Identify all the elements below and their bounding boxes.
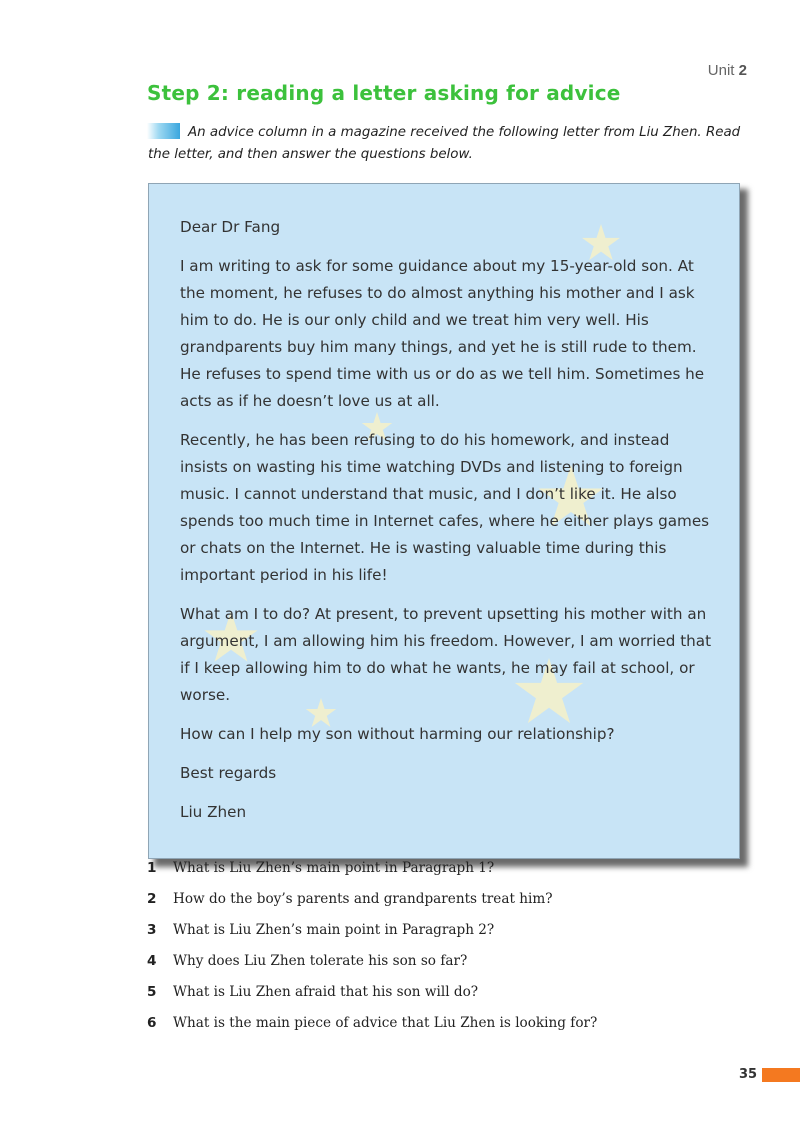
question-text: How do the boy’s parents and grandparents treat him?: [173, 891, 553, 907]
question-number: 6: [147, 1015, 157, 1031]
question-text: What is Liu Zhen’s main point in Paragraph 1?: [173, 860, 495, 876]
question-number: 1: [147, 860, 157, 876]
letter-paragraph: I am writing to ask for some guidance about my 15-year-old son. At the moment, he refuses to do almost anything his mother and I ask him to do. He is our only child and we treat him very well. His grandparents buy him many things, and yet he is still rude to them. He refuses to spend time with us or do as we tell him. Sometimes he acts as if he doesn’t love us at all.: [180, 257, 705, 410]
question-item: [147, 922, 494, 938]
letter-paragraph: Recently, he has been refusing to do his homework, and instead insists on wasting his time watching DVDs and listening to foreign music. I cannot understand that music, and I don’t like it. He also spends too much time in Internet cafes, where he either plays games or chats on the Internet. He is wasting valuable time during this important period in his life!: [180, 431, 710, 584]
intro-text: An advice column in a magazine received the following letter from Liu Zhen. Read the letter, and then answer the questions below.: [148, 125, 741, 162]
question-item: [147, 984, 478, 1000]
question-item: [147, 860, 494, 876]
question-item: [147, 1015, 597, 1031]
unit-number: 2: [738, 62, 747, 79]
question-text: Why does Liu Zhen tolerate his son so far?: [173, 953, 468, 969]
question-number: 2: [147, 891, 157, 907]
question-text: What is Liu Zhen’s main point in Paragraph 2?: [173, 922, 495, 938]
letter-paragraph: What am I to do? At present, to prevent upsetting his mother with an argument, I am allowing him his freedom. However, I am worried that if I keep allowing him to do what he wants, he may fail at school, or worse.: [180, 605, 712, 704]
unit-label: [708, 62, 747, 79]
unit-word: Unit: [707, 62, 735, 79]
letter-body: [180, 214, 715, 838]
question-number: 5: [147, 984, 157, 1000]
question-item: [147, 891, 553, 907]
question-text: What is the main piece of advice that Liu Zhen is looking for?: [173, 1015, 598, 1031]
letter-signature: Liu Zhen: [180, 803, 247, 821]
letter-closing: Best regards: [180, 764, 277, 782]
letter-paragraph: How can I help my son without harming our relationship?: [180, 725, 615, 743]
question-number: 4: [147, 953, 157, 969]
question-item: [147, 953, 467, 969]
question-number: 3: [147, 922, 157, 938]
question-text: What is Liu Zhen afraid that his son will do?: [173, 984, 479, 1000]
section-title: Step 2: reading a letter asking for advice: [147, 81, 621, 105]
letter-card: [148, 183, 740, 859]
letter-greeting: Dear Dr Fang: [180, 218, 281, 236]
page-accent-bar: [762, 1068, 800, 1082]
page-number: 35: [739, 1067, 758, 1082]
